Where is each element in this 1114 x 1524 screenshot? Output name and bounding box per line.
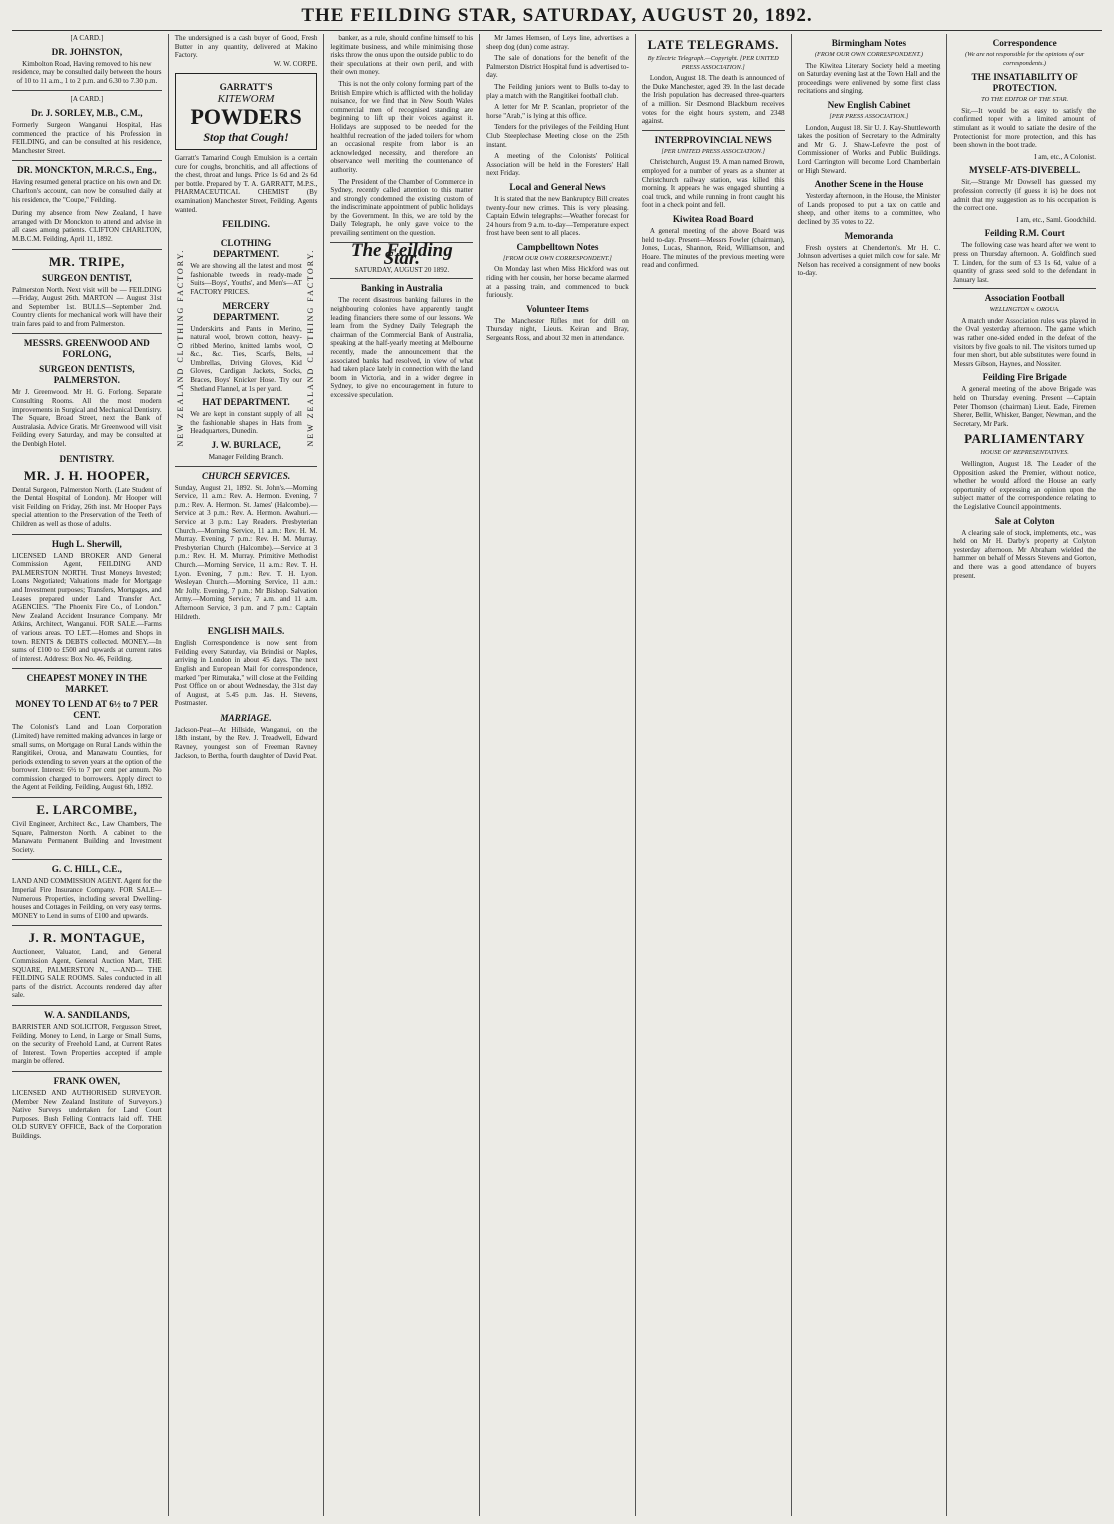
column-4 [479,34,635,1516]
scene-body: Yesterday afternoon, in the House, the Minister of Lands proposed to put a tax on cattle and sheep, and other items to a committee, who declined by 35 votes to 22. [797,192,941,226]
card-johnston [12,34,162,85]
parliamentary-heading: PARLIAMENTARY [964,431,1086,447]
ad-name: E. LARCOMBE, [36,802,138,818]
ad-larcombe [12,802,162,854]
ad-name: MR. TRIPE, [48,253,125,269]
banking-heading: Banking in Australia [360,283,443,294]
divider [12,859,162,860]
clothing-factory-content [187,234,305,462]
divider [12,90,162,91]
news-item: Tenders for the privileges of the Feilding Hunt Club Steeplechase Meeting close on the 25th instant. [486,123,629,149]
divider [12,160,162,161]
hat-heading: HAT DEPARTMENT. [202,397,290,408]
ad-owen [12,1076,162,1141]
garratt-name: GARRATT'S [219,82,273,93]
ad-hill [12,864,162,920]
editorial-paragraph: This is not the only colony forming part of the British Empire which is afflicted with the holiday nuisance, for we find that in New South Wales commercial men of recognised standing are beginning to lift up their voices against it. Holidays are supposed to be needed for the healthful recreation of the jaded toilers for whom an occasional respite from labor is an acknowledged necessity, and therefore an observance well meriting the countenance of authority. [330,79,474,174]
memoranda-heading: Memoranda [844,230,894,241]
news-item: A meeting of the Colonists' Political Association will be held in the Foresters' Hall next Friday. [486,152,629,178]
divider [12,668,162,669]
newspaper-logo: The Feilding Star. [350,239,453,270]
campbelltown-subheading: [FROM OUR OWN CORRESPONDENT.] [503,254,612,262]
news-item: A letter for Mr P. Scanlan, proprietor of the horse "Arab," is lying at this office. [486,103,629,120]
hat-body: We are kept in constant supply of all the fashionable shapes in Hats from Headquarters, Dunedin. [190,410,302,436]
divider [12,333,162,334]
card-monckton [12,165,162,204]
ad-body: LAND AND COMMISSION AGENT. Agent for the Imperial Fire Insurance Company. FOR SALE—Numerous Properties, including several Dwelling-houses and Cottages in Feilding, on very easy terms. MONEY to Lend in sums of £100 and upwards. [12,877,162,920]
late-telegrams-heading: LATE TELEGRAMS. [647,37,779,52]
cabinet-heading: New English Cabinet [827,99,911,110]
church-services-heading: CHURCH SERVICES. [201,470,291,481]
ad-body: Palmerston North. Next visit will be — FEILDING—Friday, August 26th. MARTON — August 31st and September 1st. BULLS—September 2nd. Country clients for mechanical work will have their train fares paid to and from Palmerston. [12,285,162,328]
column-7 [946,34,1102,1516]
ad-name: J. R. MONTAGUE, [28,930,146,946]
divider [175,466,318,467]
ad-title: SURGEON DENTIST, [42,272,132,283]
ad-name: Hugh L. Sherwill, [51,538,122,549]
divider [12,797,162,798]
lend-body: The Colonist's Land and Loan Corporation (Limited) have remitted making advances in large or small sums, on Mortgage on Rural Lands within the Rangitikei, Oroua, and Manawatu Counties, for periods extending to seven years at the option of the borrower. Interest: 6½ to 7 per cent per annum. No commission charged to borrowers. Apply direct to the Agent at Feilding. Feilding, August 6th, 1892. [12,723,162,792]
clothing-heading: CLOTHING DEPARTMENT. [213,238,280,260]
divider [330,278,473,279]
correspondence-disclaimer: (We are not responsible for the opinions of our correspondents.) [964,51,1085,67]
clothing-body: We are showing all the latest and most fashionable tweeds in ready-made Suits—Boys', Youths', and Men's—AT FACTORY PRICES. [190,262,302,296]
correspondence-heading: Correspondence [992,38,1057,48]
card-name: Dr. J. SORLEY, M.B., C.M., [31,107,143,118]
divider [12,534,162,535]
editorial-paragraph: The President of the Chamber of Commerce in Sydney, recently called attention to this matter and strongly condemned the existing custom of the indiscriminate appointment of public holidays by the Government. In this, we are told by the Daily Telegraph, he only gave voice to the prevailing sentiment on the question. [330,177,474,238]
card-name: DR. JOHNSTON, [51,46,123,57]
fire-brigade-heading: Feilding Fire Brigade [982,372,1067,383]
football-body: A match under Association rules was played in the Oval yesterday afternoon. The game which was rather one-sided ended in the defeat of the visitors by five goals to nil. The visitors turned up four men short, but able substitutes were found in Messrs Gibson, Haynes, and Nossiter. [953,316,1096,368]
garratt-powders: POWDERS [190,103,302,129]
sale-heading: Sale at Colyton [994,515,1055,526]
news-item: Mr James Hemsen, of Leys line, advertises a sheep dog (dun) come astray. [486,34,629,51]
divider [12,249,162,250]
interprovincial-body: Christchurch, August 19. A man named Brown, employed for a number of years as a shunter at Christchurch railway station, was killed this morning. It appears he was engaged shunting a coal truck, and while running in front caught his foot in a check point and fell. [641,158,785,210]
edition-date: SATURDAY, AUGUST 20 1892. [354,265,450,274]
correspondence-to: TO THE EDITOR OF THE STAR. [981,96,1069,104]
myself-heading: MYSELF-ATS-DIVEBELL. [968,165,1081,176]
myself-body: Sir,—Strange Mr Dowsell has guessed my profession correctly (if guess it is) he does not admit that my suggestion as to his occupation is the correct one. [953,178,1096,213]
ad-signature: W. W. CORPE. [273,59,318,68]
card-body: Formerly Surgeon Wanganui Hospital, Has commenced the practice of his Profession in FEILDING, and can be consulted at his residence, Manchester Street. [12,120,162,155]
football-subheading: WELLINGTON v. OROUA. [989,306,1060,314]
card-name: DR. MONCKTON, M.R.C.S., Eng., [17,165,157,176]
ad-body: The undersigned is a cash buyer of Good, Fresh Butter in any quantity, delivered at Makino Factory. [174,34,318,60]
ad-body: Civil Engineer, Architect &c., Law Chambers, The Square, Palmerston North. A cabinet to the Manawatu Permanent Building and Investment Society. [12,820,162,854]
banner-right-text: NEW ZEALAND CLOTHING FACTORY. [305,248,315,447]
card-label: [A CARD.] [70,95,104,104]
correspondence-title: THE INSATIABILITY OF PROTECTION. [971,72,1078,94]
banking-body: The recent disastrous banking failures in the neighbouring colonies have apparently taught leading financiers there some of our lessons. We learn from the Sydney Daily Telegraph the chairman of the Commercial Bank of Australia, speaking at the half-yearly meeting at Melbourne recently, made the announcement that the associated banks had resolved, in view of what had taken place lately in connection with the land boom in Victoria, and in a wider degree in Sydney, to give no encouragement in future to excessive speculation. [330,296,474,399]
church-services-body: Sunday, August 21, 1892. St. John's.—Morning Service, 11 a.m.: Rev. A. Hermon. Evening, 7 p.m.: Rev. A. Hermon. St. James' (Halcombe).—Service at 3 p.m.: Rev. A. Hermon. Awahuri.—Service at 3 p.m.: Lay Readers. Presbyterian Church.—Morning Service, 11 a.m.: Rev. H. M. Murray. Evening, 7 p.m.: Rev. H. M. Murray. Presbyterian Church (Halcombe).—Service at 3 p.m.: Rev. H. M. Murray. Primitive Methodist Church.—Morning Service, 11 a.m.: Rev. T. H. Lyon. Evening, 7 p.m.: Rev. T. H. Lyon. Wesleyan Church.—Morning Service, 11 a.m.: Mr Jolly. Evening, 7 p.m.: Mr Bishop. Salvation Army.—Morning Service, 7 a.m. and 11 a.m. Afternoon Service, 3 p.m. and 7 p.m.: Captain Hildreth. [174,483,318,621]
column-6 [791,34,947,1516]
garratt-kiteworm: KITEWORM [217,93,275,106]
cabinet-subheading: [PER PRESS ASSOCIATION.] [829,112,909,120]
feilding-heading: FEILDING. [222,219,270,230]
ad-sandilands [12,1010,162,1066]
interprovincial-heading: INTERPROVINCIAL NEWS [654,134,772,145]
memoranda-body: Fresh oysters at Chenderton's. Mr H. C. Johnson advertises a quiet milch cow for sale. Mr Nelson has received a consignment of new books to-day. [797,243,941,278]
ad-name: FRANK OWEN, [53,1075,121,1086]
kiwitea-road-board-heading: Kiwitea Road Board [672,213,754,224]
correspondence-body: Sir,—It would be as easy to satisfy the confirmed toper with a limited amount of stimulant as it would to satiate the desire of the Protectionist for more protection, and this has been shown in the boot trade. [953,106,1096,150]
ad-body: Auctioneer, Valuator, Land, and General Commission Agent, General Auction Mart, THE SQUARE, PALMERSTON N., —AND— THE FEILDING SALE ROOMS. Sales conducted in all parts of the district. Accounts rendered day after sale. [12,948,162,1000]
column-5 [635,34,791,1516]
english-mails-body: English Correspondence is now sent from Feilding every Saturday, via Brindisi or Naples, arriving in London in about 45 days. The next English and European Mail for correspondence, marked "per Rimutaka," will close at the Feilding Post Office on or about Wednesday, the 31st day of August, at 5.45 p.m. Jas. H. Stevens, Postmaster. [174,639,318,708]
ad-sherwill [12,539,162,664]
news-item: The sale of donations for the benefit of the Palmerston District Hospital fund is advertised to-day. [486,54,629,80]
marriage-body: Jackson-Peat—At Hillside, Wanganui, on the 18th instant, by the Rev. J. Treadwell, Edward Ravney, youngest son of Freeman Ravney Jackson, to Bertha, fourth daughter of David Peat. [174,725,318,760]
late-telegrams-body: London, August 18. The death is announced of the Duke Manchester, aged 39. In the last decade the Irish population has decreased three-quarters of a million. Sir Desmond Blackburn receives votes for the eight hours system, and 2348 against. [641,74,785,126]
mercery-body: Underskirts and Pants in Merino, natural wool, brown cotton, heavy-ribbed Merino, knitted lambs wool, &c., &c. Ties, Scarfs, Belts, Umbrellas, Driving Gloves, Kid Gloves, Cardigan Jackets, Socks, Braces, Boys' Knicker Hose. Try our Shetland Flannel, at 1s per yard. [190,324,302,393]
rm-court-body: The following case was heard after we went to press on Thursday afternoon. A. Goldfinch sued T. Linden, for the sum of £3 1s 6d, value of a quantity of grass seed sold to the defendant in January last. [953,241,1096,284]
cabinet-body: London, August 18. Sir U. J. Kay-Shuttleworth takes the position of Secretary to the Admiralty and Mr G. J. Shaw-Lefevre the post of Commissioner of Works and Public Buildings. Lord Carrington will become Lord Chamberlain or High Steward. [797,123,941,175]
masthead-rule [12,30,1102,31]
burlace-name: J. W. BURLACE, [211,440,281,451]
myself-signature: I am, etc., Saml. Goodchild. [1016,215,1096,224]
divider [12,1071,162,1072]
card-body: Having resumed general practice on his own and Dr. Charlton's account, can now be consulted daily at his residence, the "Coupe," Feilding. [12,178,162,204]
card-charlton [12,209,162,243]
campbelltown-heading: Campbelltown Notes [516,241,599,252]
birmingham-heading: Birmingham Notes [831,38,907,48]
scene-heading: Another Scene in the House [814,179,924,190]
ad-name: MR. J. H. HOOPER, [23,467,150,483]
dentistry-heading: DENTISTRY. [59,453,115,464]
birmingham-subheading: (FROM OUR OWN CORRESPONDENT.) [814,51,923,58]
parliamentary-body: Wellington, August 18. The Leader of the Opposition asked the Premier, without notice, whether he would afford the House an early opportunity of expressing an opinion upon the subject matter of the correspondence relating to the Legislative Council appointments. [953,460,1096,511]
ad-body: Mr J. Greenwood. Mr H. G. Forlong. Separate Consulting Rooms. All the most modern improvements in Surgical and Mechanical Dentistry. The Square, Broad Street, next the Bank of Australasia. Advice Gratis. Mr Greenwood will visit Feilding every Saturday, and may be consulted at the Denbigh Hotel. [12,388,162,449]
parliamentary-subheading: HOUSE OF REPRESENTATIVES. [980,449,1069,457]
ad-body: BARRISTER AND SOLICITOR, Fergusson Street, Feilding. Money to Lend, in Large or Small Sums, on the security of Freehold Land, at Current Rates of Interest. Town Properties accepted if ample margin be offered. [12,1022,162,1066]
correspondence-signature: I am, etc., A Colonist. [1034,152,1096,161]
banner-left-text: NEW ZEALAND CLOTHING FACTORY. [175,248,185,447]
ad-butter [175,34,318,68]
local-news-body: It is stated that the new Bankruptcy Bill creates twenty-four new crimes. This is very pleasing. Captain Edwin telegraphs:—Weather forecast for 24 hours from 9 a.m. to-day—Temperature expect frost have been sent to all places. [486,194,629,238]
clothing-factory-ad [175,234,318,462]
ad-body: LICENSED LAND BROKER AND General Commission Agent, FEILDING AND PALMERSTON NORTH. Trust Moneys Invested; Loans Negotiated; Valuations made for Mortgage and Investment purposes; Transfers, Mortgages, and Leases prepared under Land Transfer Act. AGENCIES. "The Phoenix Fire Co., of London." New Zealand Accident Insurance Company. Mr Atkins, Architect, Wanganui. FOR SALE.—Farms of various areas. TO LET.—Homes and Shops in town. RENTS & DEBTS collected. MONEY.—In sums of £100 to £500 and upwards at current rates of interest. Address: Box No. 46, Feilding. [12,551,162,663]
ad-montague [12,930,162,1000]
divider [12,1005,162,1006]
card-body: Kimbolton Road, Having removed to his new residence, may be consulted daily between the hours of 10 to 11 a.m., 1 to 2 p.m. and 6.30 to 7.30 p.m. [12,59,162,85]
card-sorley [12,95,162,155]
ad-tripe [12,254,162,329]
column-3 [323,34,479,1516]
burlace-title: Manager Feilding Branch. [208,453,284,462]
late-telegrams-subheading: By Electric Telegraph.—Copyright. [PER UNITED PRESS ASSOCIATION.] [647,55,779,71]
local-news-heading: Local and General News [509,181,606,192]
card-body: During my absence from New Zealand, I have arranged with Dr Monckton to attend and advise in all cases among patients. CLIFTON CHARLTON, M.B.C.M. Feilding, April 11, 1892. [12,209,162,243]
rm-court-heading: Feilding R.M. Court [984,228,1065,239]
ad-name: W. A. SANDILANDS, [44,1009,130,1020]
volunteer-body: The Manchester Rifles met for drill on Thursday night, Lieuts. Keiran and Bray, Sergeants Ross, and about 32 men in attendance. [486,316,629,343]
sale-body: A clearing sale of stock, implements, etc., was held on Mr H. Darby's property at Colyton yesterday afternoon. Mr Abraham wielded the hammer on behalf of Messrs Stevens and Gorton, and there was a good attendance of buyers present. [953,528,1096,580]
ad-garratt [175,73,318,150]
divider [642,130,785,131]
lend-heading: MONEY TO LEND AT 6½ to 7 PER CENT. [15,699,159,721]
ad-title: SURGEON DENTISTS, PALMERSTON. [39,364,135,386]
football-heading: Association Football [984,293,1065,304]
kiwitea-road-board-body: A general meeting of the above Board was held to-day. Present—Messrs Fowler (chairman), Jones, Lucas, Shannon, Reid, Williamson, and Hoare. The minutes of the previous meeting were read and confirmed. [641,226,785,270]
divider [12,925,162,926]
news-item: The Feilding juniors went to Bulls to-day to play a match with the Rangitikei football club. [486,82,629,100]
garratt-stop-cough: Stop that Cough! [203,129,289,144]
volunteer-heading: Volunteer Items [526,303,589,314]
divider [953,288,1096,289]
fire-brigade-body: A general meeting of the above Brigade was held on Thursday evening. Present —Captain Peter Thomson (chairman) Lieut. Eade, Firemen Sherer, Bellit, Whisker, Banger, Newman, and the Secretary, Mr Park. [953,385,1096,428]
ad-hooper [12,468,162,529]
column-1 [12,34,168,1516]
marriage-heading: MARRIAGE. [220,712,272,723]
card-label: [A CARD.] [70,34,104,42]
mercery-heading: MERCERY DEPARTMENT. [213,300,280,322]
ad-name: G. C. HILL, C.E., [51,864,122,875]
ad-greenwood [12,338,162,448]
ad-body: Dental Surgeon, Palmerston North. (Late Student of the Dental Hospital of London). Mr Hooper will visit Feilding on Friday, 26th inst. Mr Hooper Pays special attention to the Preservation of the Teeth of Children as well as those of adults. [12,485,162,528]
editorial-continued: banker, as a rule, should confine himself to his legitimate business, and while minimising those risks throw the onus upon the outside public to do their speculations at their own peril, and with their own money. [330,34,474,77]
interprovincial-subheading: [PER UNITED PRESS ASSOCIATION.] [661,147,766,155]
ad-body: LICENSED AND AUTHORISED SURVEYOR. (Member New Zealand Institute of Surveyors.) Native Surveys undertaken for Land Court Purposes. Bush Felling Contracts laid off. THE OLD SURVEY OFFICE, Back of the Corporation Buildings. [12,1088,162,1140]
masthead: THE FEILDING STAR, SATURDAY, AUGUST 20, 1892. [301,5,813,26]
column-2 [168,34,324,1516]
ad-name: MESSRS. GREENWOOD AND FORLONG, [23,338,150,360]
birmingham-body: The Kiwitea Literary Society held a meeting on Saturday evening last at the Town Hall and the proceedings were enlivened by some first class recitations and singing. [797,61,941,96]
campbelltown-body: On Monday last when Miss Hickford was out riding with her cousin, her horse became alarmed at a passing train, and commenced to buck furiously. [486,265,629,300]
columns [12,34,1102,1516]
cheapest-money-heading: CHEAPEST MONEY IN THE MARKET. [26,673,148,695]
english-mails-heading: ENGLISH MAILS. [207,626,285,637]
garratt-body: Garratt's Tamarind Cough Emulsion is a certain cure for coughs, bronchitis, and all affections of the chest, throat and lungs. Price 1s 6d and 2s 6d per bottle. Prepared by T. A. GARRATT, M.P.S., PHARMACEUTICAL CHEMIST (By examination) Manchester Street, Feilding. Agents wanted. [174,153,318,214]
